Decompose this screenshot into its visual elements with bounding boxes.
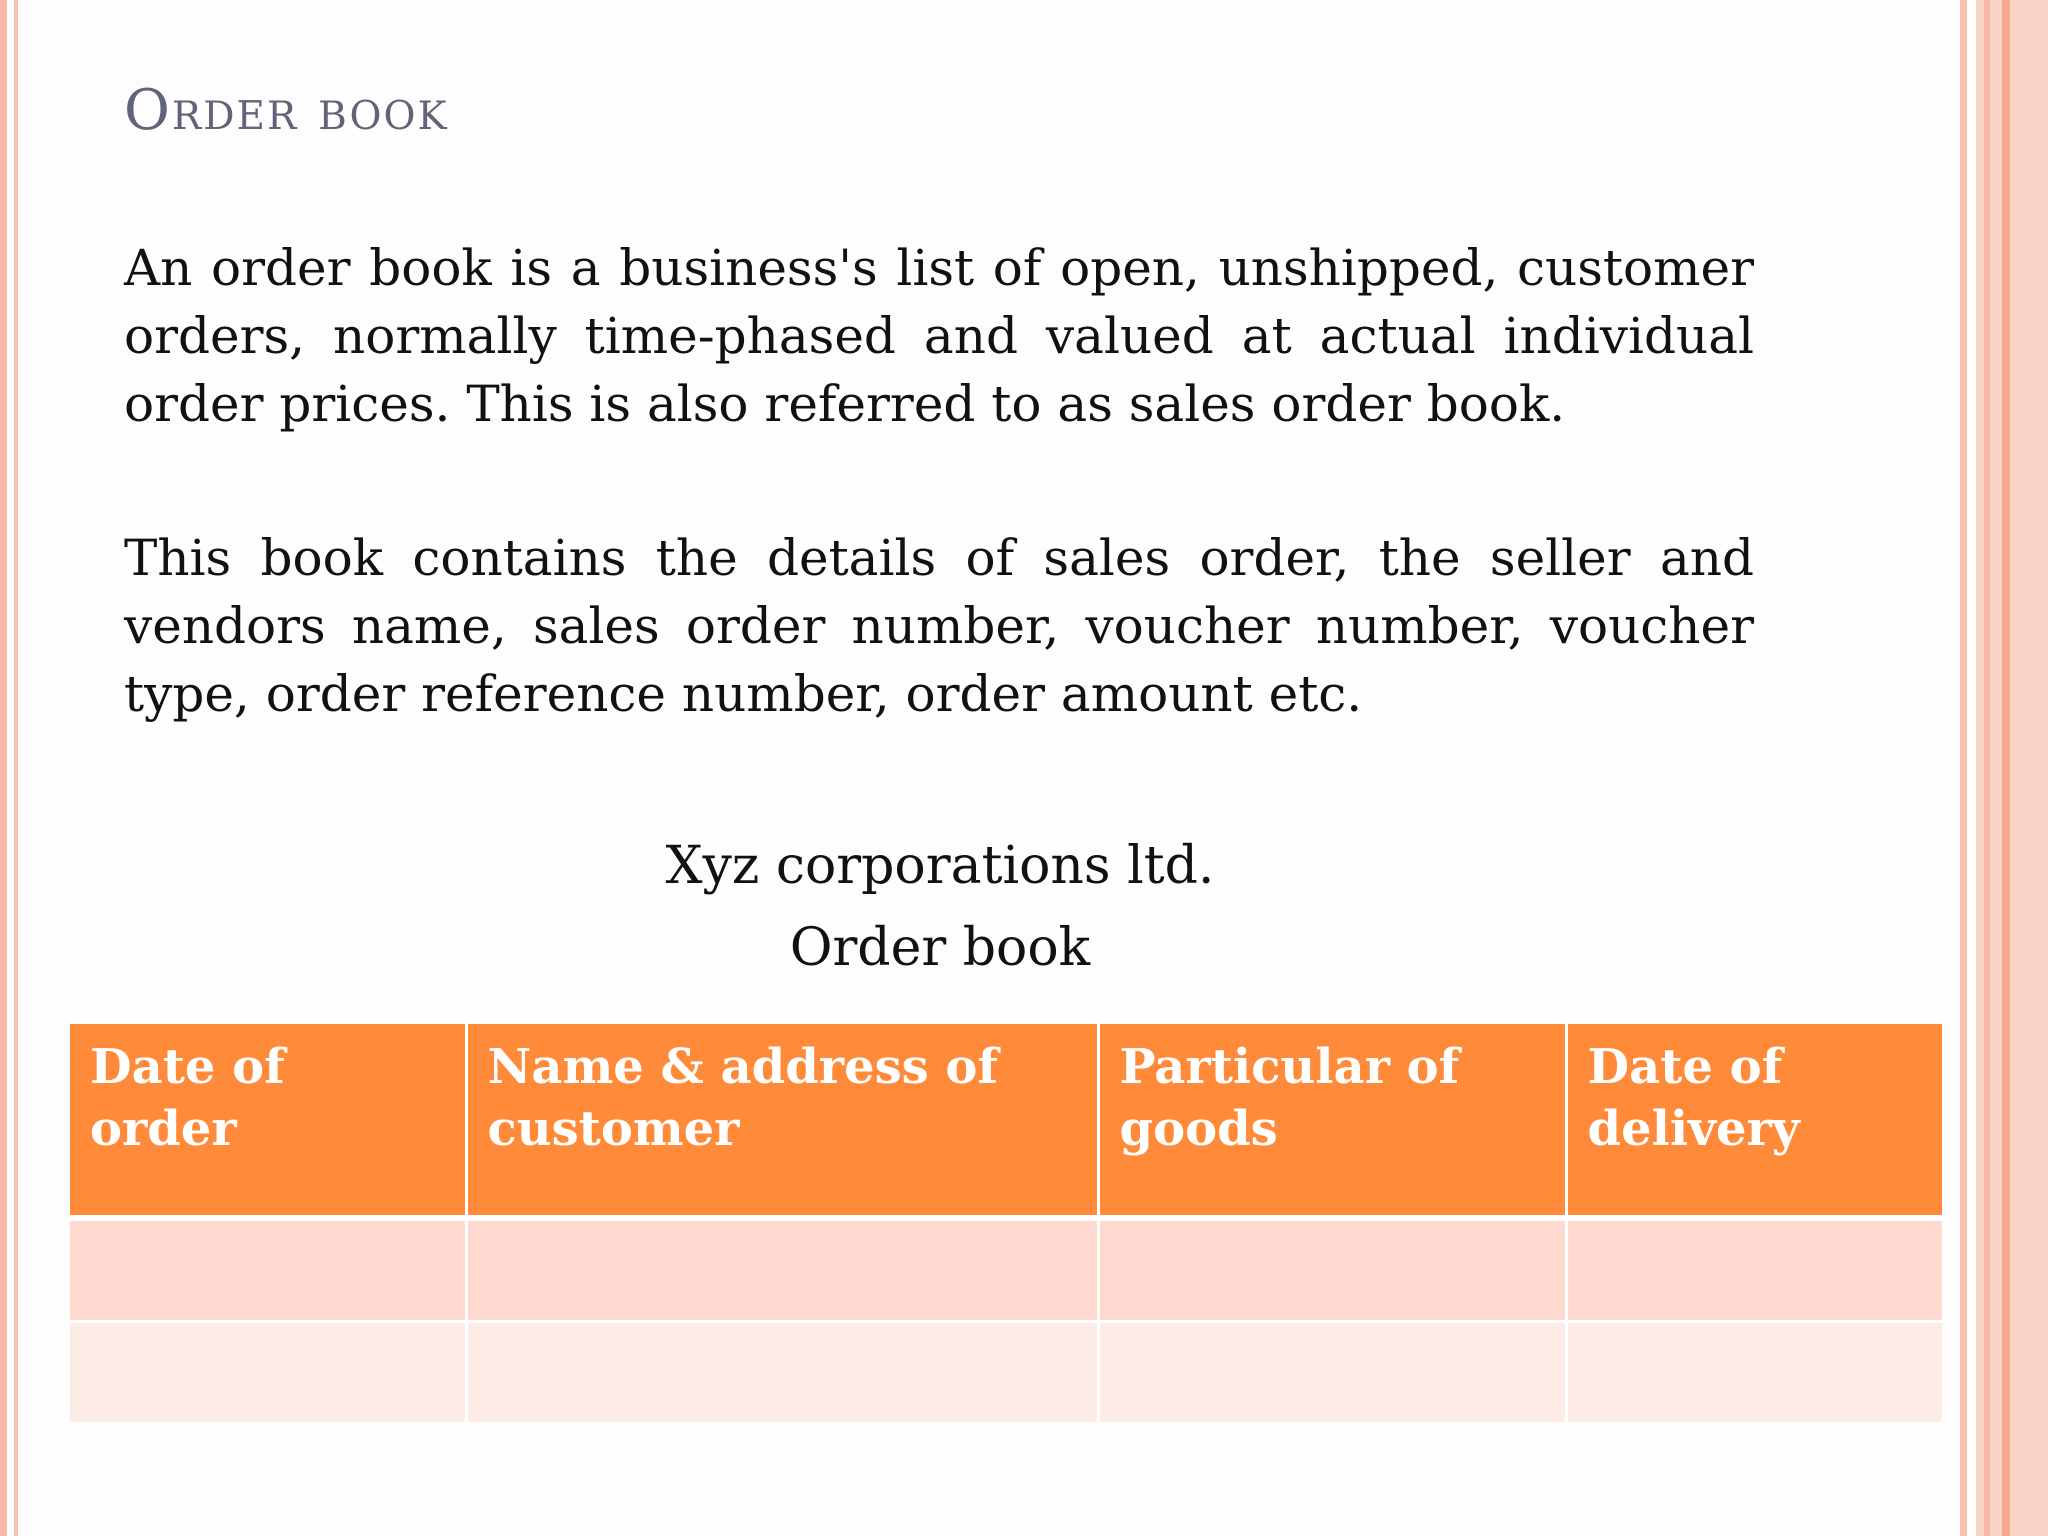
header-particular-of-goods: Particular of goods (1098, 1024, 1566, 1218)
table-cell (466, 1322, 1098, 1424)
table-header-row (70, 1024, 1942, 1218)
company-name: Xyz corporations ltd. (665, 836, 1215, 896)
table-cell (1098, 1322, 1566, 1424)
header-customer-name-address: Name & address of customer (466, 1024, 1098, 1218)
table-cell (1566, 1218, 1942, 1322)
slide-frame-right-stripe (1984, 0, 1990, 1536)
table-cell (466, 1218, 1098, 1322)
intro-paragraph: An order book is a business's list of open, unshipped, customer orders, normally time-phased and valued at actual individual order prices. This is also referred to as sales order book. (124, 239, 1754, 433)
slide-frame-right-accent (2002, 0, 2010, 1536)
table-cell (70, 1322, 466, 1424)
order-book-table (70, 1024, 1942, 1425)
details-paragraph: This book contains the details of sales order, the seller and vendors name, sales order number, voucher number, voucher type, order reference number, order amount etc. (124, 529, 1754, 723)
table-row (70, 1322, 1942, 1424)
table-cell (1098, 1218, 1566, 1322)
slide-title: Order book (124, 78, 449, 143)
table-cell (1566, 1322, 1942, 1424)
slide-frame-left-outer (0, 0, 7, 1536)
slide-frame-left-inner (14, 0, 18, 1536)
header-date-of-delivery: Date of delivery (1566, 1024, 1942, 1218)
table-row (70, 1218, 1942, 1322)
header-date-of-order: Date of order (70, 1024, 466, 1218)
order-book-heading: Order book (789, 918, 1091, 978)
slide-frame-right-inner (1960, 0, 1967, 1536)
table-cell (70, 1218, 466, 1322)
